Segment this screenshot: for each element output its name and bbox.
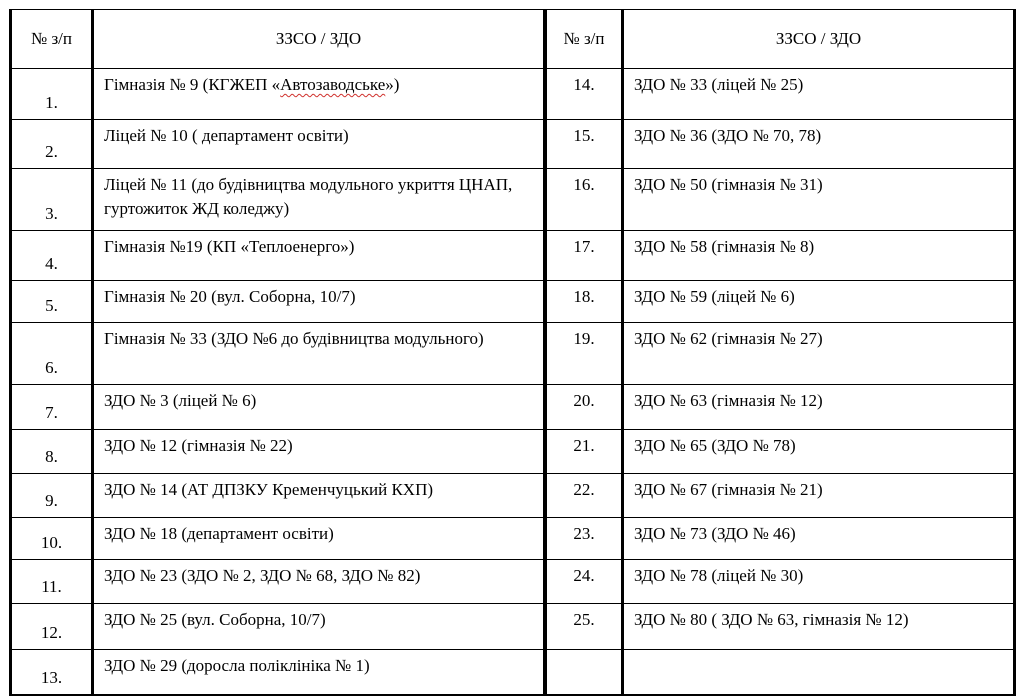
table-row <box>11 518 545 560</box>
row-institution <box>93 385 545 430</box>
institution-text: Гімназія № 33 (ЗДО №6 до будівництва модульного) <box>104 329 484 348</box>
row-institution <box>93 169 545 231</box>
table-row <box>11 385 545 430</box>
table-row <box>11 430 545 474</box>
institution-text: Гімназія № 20 (вул. Соборна, 10/7) <box>104 287 356 306</box>
row-institution <box>93 560 545 604</box>
row-institution <box>623 560 1015 604</box>
row-institution <box>623 604 1015 650</box>
row-number: 6. <box>11 323 93 385</box>
table-row <box>11 69 545 120</box>
institution-text: ЗДО № 33 (ліцей № 25) <box>634 75 804 94</box>
row-number: 19. <box>547 323 623 385</box>
institution-text: ЗДО № 62 (гімназія № 27) <box>634 329 823 348</box>
row-number: 5. <box>11 281 93 323</box>
row-number: 2. <box>11 120 93 169</box>
institutions-table <box>9 9 1016 691</box>
row-institution <box>623 231 1015 281</box>
institution-text: ЗДО № 29 (доросла поліклініка № 1) <box>104 656 370 675</box>
table-row <box>11 169 545 231</box>
row-institution <box>93 604 545 650</box>
institution-text: Ліцей № 10 ( департамент освіти) <box>104 126 349 145</box>
row-number: 24. <box>547 560 623 604</box>
table-row <box>547 474 1015 518</box>
table-row <box>547 120 1015 169</box>
row-institution <box>623 650 1015 695</box>
table-row <box>11 231 545 281</box>
table-row <box>11 120 545 169</box>
row-number: 18. <box>547 281 623 323</box>
row-institution <box>623 69 1015 120</box>
row-number: 3. <box>11 169 93 231</box>
institution-text: ЗДО № 12 (гімназія № 22) <box>104 436 293 455</box>
institution-text: ЗДО № 14 (АТ ДПЗКУ Кременчуцький КХП) <box>104 480 434 499</box>
institution-text: Гімназія №19 (КП «Теплоенерго») <box>104 237 355 256</box>
table-right-half <box>546 9 1016 691</box>
institution-text: ЗДО № 58 (гімназія № 8) <box>634 237 815 256</box>
row-number: 25. <box>547 604 623 650</box>
header-row <box>547 10 1015 69</box>
table-row <box>547 169 1015 231</box>
institution-text: ЗДО № 59 (ліцей № 6) <box>634 287 795 306</box>
table-row <box>11 281 545 323</box>
table-row <box>547 650 1015 695</box>
table-left-half <box>9 9 546 691</box>
institution-text: ЗДО № 25 (вул. Соборна, 10/7) <box>104 610 326 629</box>
row-number: 10. <box>11 518 93 560</box>
row-number: 4. <box>11 231 93 281</box>
institution-text: ЗДО № 80 ( ЗДО № 63, гімназія № 12) <box>634 610 909 629</box>
row-number: 11. <box>11 560 93 604</box>
institution-text: ЗДО № 18 (департамент освіти) <box>104 524 334 543</box>
table-row <box>11 323 545 385</box>
row-institution <box>93 69 545 120</box>
institution-text: ЗДО № 78 (ліцей № 30) <box>634 566 804 585</box>
table-row <box>11 604 545 650</box>
right-body <box>547 69 1015 695</box>
row-number: 14. <box>547 69 623 120</box>
row-number <box>547 650 623 695</box>
header-name: ЗЗСО / ЗДО <box>623 10 1015 69</box>
header-num: № з/п <box>11 10 93 69</box>
institution-text: ЗДО № 67 (гімназія № 21) <box>634 480 823 499</box>
left-table <box>9 9 546 696</box>
row-number: 7. <box>11 385 93 430</box>
table-row <box>547 430 1015 474</box>
row-institution <box>93 430 545 474</box>
row-institution <box>623 281 1015 323</box>
institution-text: ЗДО № 36 (ЗДО № 70, 78) <box>634 126 822 145</box>
row-institution <box>93 518 545 560</box>
table-row <box>547 518 1015 560</box>
institution-text: ЗДО № 23 (ЗДО № 2, ЗДО № 68, ЗДО № 82) <box>104 566 421 585</box>
left-body <box>11 69 545 695</box>
institution-text: ЗДО № 73 (ЗДО № 46) <box>634 524 796 543</box>
row-institution <box>93 323 545 385</box>
row-number: 23. <box>547 518 623 560</box>
institution-text: ЗДО № 50 (гімназія № 31) <box>634 175 823 194</box>
row-number: 21. <box>547 430 623 474</box>
table-row <box>11 650 545 695</box>
row-number: 17. <box>547 231 623 281</box>
row-institution <box>623 323 1015 385</box>
row-institution <box>93 281 545 323</box>
table-row <box>547 604 1015 650</box>
institution-text-tail: ») <box>385 75 400 94</box>
table-row <box>547 281 1015 323</box>
row-institution <box>623 474 1015 518</box>
row-institution <box>93 120 545 169</box>
right-table <box>546 9 1016 696</box>
table-row <box>11 560 545 604</box>
row-institution <box>93 650 545 695</box>
row-institution <box>623 430 1015 474</box>
institution-text: ЗДО № 63 (гімназія № 12) <box>634 391 823 410</box>
row-institution <box>623 385 1015 430</box>
institution-text: Гімназія № 9 (КГЖЕП « <box>104 75 281 94</box>
row-institution <box>93 474 545 518</box>
table-row <box>547 231 1015 281</box>
row-number: 1. <box>11 69 93 120</box>
table-row <box>547 69 1015 120</box>
table-row <box>547 385 1015 430</box>
institution-text: Ліцей № 11 (до будівництва модульного укриття ЦНАП, гуртожиток ЖД коледжу) <box>104 175 513 218</box>
row-number: 12. <box>11 604 93 650</box>
row-institution <box>623 169 1015 231</box>
row-institution <box>623 120 1015 169</box>
row-number: 8. <box>11 430 93 474</box>
row-number: 16. <box>547 169 623 231</box>
row-number: 20. <box>547 385 623 430</box>
row-institution <box>93 231 545 281</box>
row-institution <box>623 518 1015 560</box>
row-number: 22. <box>547 474 623 518</box>
table-row <box>547 560 1015 604</box>
institution-text: ЗДО № 65 (ЗДО № 78) <box>634 436 796 455</box>
header-row <box>11 10 545 69</box>
header-num: № з/п <box>547 10 623 69</box>
table-row <box>11 474 545 518</box>
row-number: 13. <box>11 650 93 695</box>
table-row <box>547 323 1015 385</box>
institution-text: ЗДО № 3 (ліцей № 6) <box>104 391 257 410</box>
header-name: ЗЗСО / ЗДО <box>93 10 545 69</box>
row-number: 15. <box>547 120 623 169</box>
spellcheck-marked-text: Автозаводське <box>280 75 386 94</box>
row-number: 9. <box>11 474 93 518</box>
